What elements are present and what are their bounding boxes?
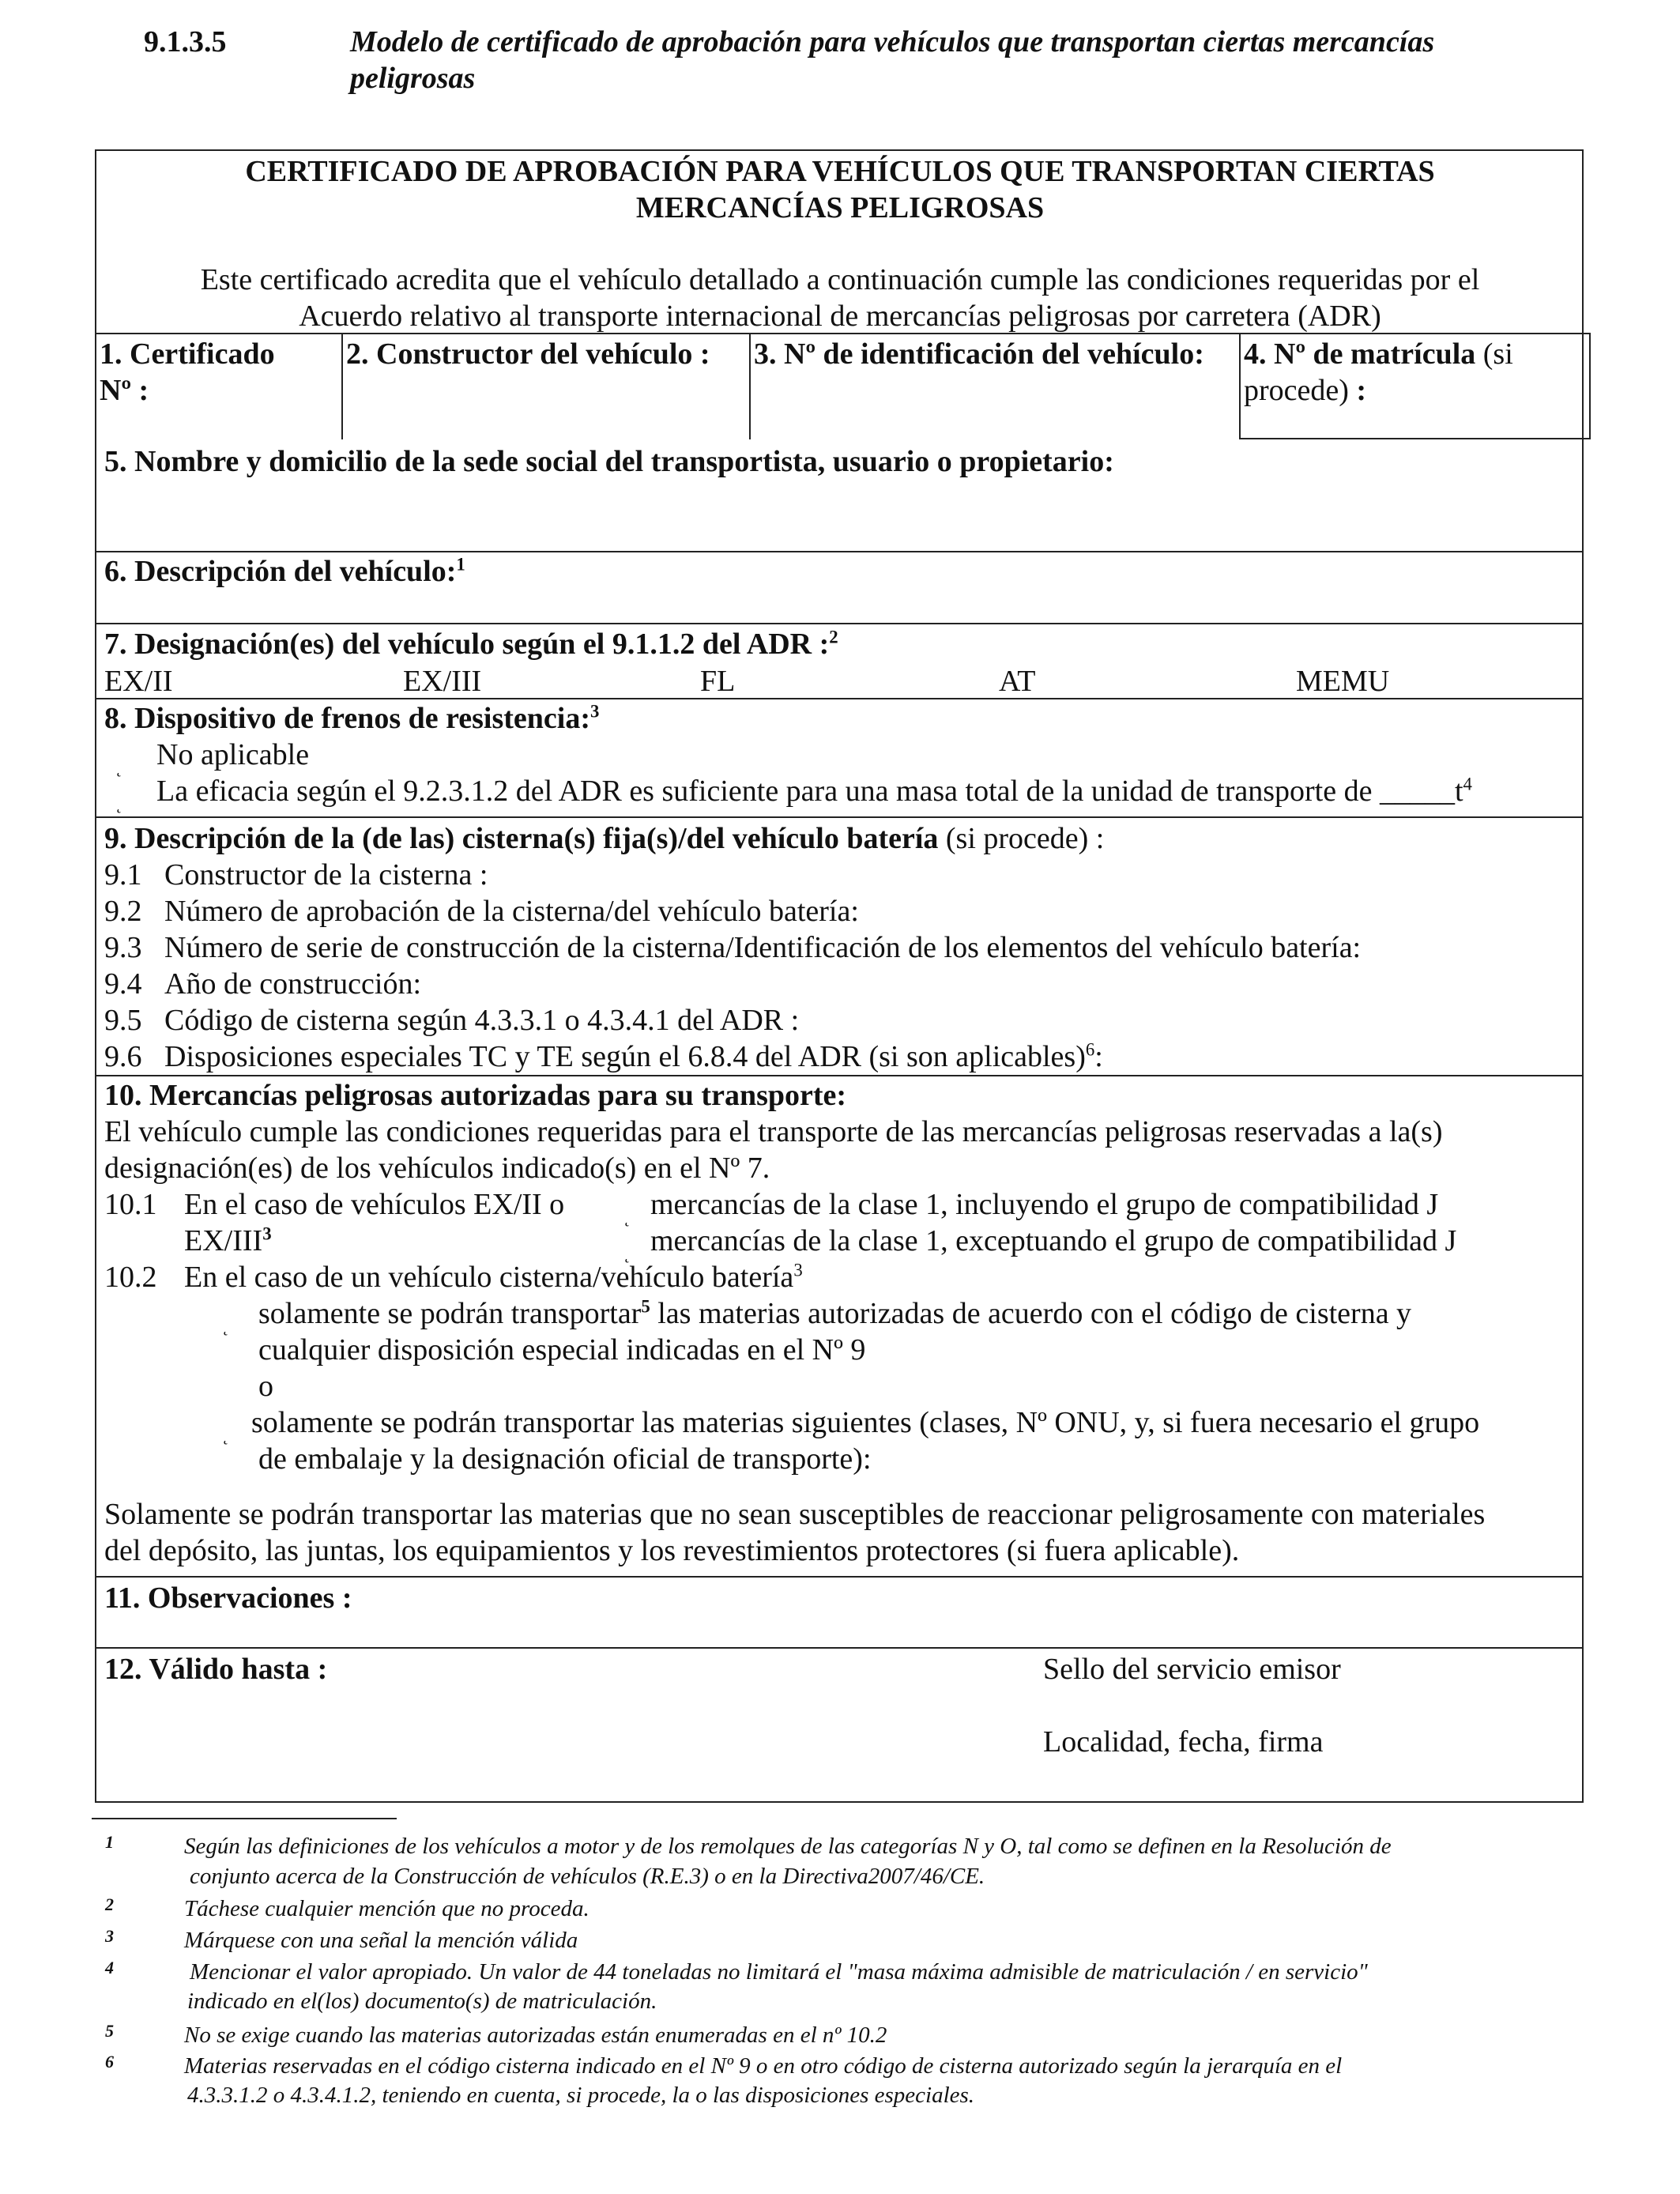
field-9-6-text: Disposiciones especiales TC y TE según el 6.8.4 del ADR (si son aplicables)$^6$: <box>164 1039 1103 1073</box>
designation-ex-ii: EX/II <box>104 665 173 698</box>
footnote-6-line2: 4.3.3.1.2 o 4.3.4.1.2, teniendo en cuenta, si procede, la o las disposiciones especiales. <box>187 2083 975 2108</box>
footnote-5-line1: No se exige cuando las materias autorizadas están enumeradas en el nº 10.2 <box>184 2022 887 2048</box>
field-11-label: 11. Observaciones : <box>104 1581 352 1615</box>
field-10-1-number: 10.1 <box>104 1188 157 1221</box>
field-8-label: 8. Dispositivo de frenos de resistencia:$^3$ <box>104 701 600 735</box>
field-10-2-text: En el caso de un vehículo cisterna/vehículo batería$^3$ <box>184 1260 803 1294</box>
tank-option-2-line1: solamente se podrán transportar las materias siguientes (clases, Nº ONU, y, si fuera necesario el grupo <box>251 1406 1480 1439</box>
field-4-label-line2: procede) : <box>1244 374 1367 407</box>
field-7-label: 7. Designación(es) del vehículo según el 9.1.1.2 del ADR :$^2$ <box>104 627 838 661</box>
stamp-label: Sello del servicio emisor <box>1043 1653 1341 1686</box>
certificate-intro-line1: Este certificado acredita que el vehículo detallado a continuación cumple las condiciones requeridas por el <box>200 263 1480 296</box>
section-title-line2: peligrosas <box>350 62 476 95</box>
checkbox-group-j-included[interactable]: ˛ <box>624 1207 631 1227</box>
designation-memu: MEMU <box>1296 665 1390 698</box>
field-10-text-line2: designación(es) de los vehículos indicado(s) en el Nº 7. <box>104 1152 770 1185</box>
designation-at: AT <box>999 665 1036 698</box>
field-6-label: 6. Descripción del vehículo:$^1$ <box>104 554 465 588</box>
footnote-2-number: 2 <box>105 1894 114 1914</box>
footnote-1-number: 1 <box>105 1832 114 1852</box>
field-9-6-number: 9.6 <box>104 1040 142 1073</box>
field-9-5-text: Código de cisterna según 4.3.3.1 o 4.3.4.1 del ADR : <box>164 1004 800 1037</box>
section-title-line1: Modelo de certificado de aprobación para vehículos que transportan ciertas mercancías <box>350 25 1435 58</box>
field-9-4-text: Año de construcción: <box>164 967 422 1001</box>
certificate-intro-line2: Acuerdo relativo al transporte internacional de mercancías peligrosas por carretera (ADR) <box>299 300 1381 333</box>
checkbox-tank-code[interactable]: ˛ <box>223 1316 229 1336</box>
field-10-label: 10. Mercancías peligrosas autorizadas para su transporte: <box>104 1079 847 1112</box>
footnote-4-line2: indicado en el(los) documento(s) de matriculación. <box>187 1989 657 2014</box>
field-4-label: 4. Nº de matrícula (si <box>1244 337 1513 371</box>
footnote-4-line1: Mencionar el valor apropiado. Un valor de 44 toneladas no limitará el "masa máxima admisible de matriculación / en servicio" <box>190 1959 1368 1985</box>
field-9-1-number: 9.1 <box>104 858 142 892</box>
field-3-label: 3. Nº de identificación del vehículo: <box>754 337 1204 371</box>
footnote-6-number: 6 <box>105 2052 114 2071</box>
footnote-1-line1: Según las definiciones de los vehículos a motor y de los remolques de las categorías N y O, tal como se definen en la Resolución de <box>184 1834 1392 1859</box>
field-10-final-line1: Solamente se podrán transportar las materias que no sean susceptibles de reaccionar peligrosamente con materiales <box>104 1498 1486 1531</box>
field-5-label: 5. Nombre y domicilio de la sede social del transportista, usuario o propietario: <box>104 445 1114 478</box>
footnote-4-number: 4 <box>105 1958 114 1977</box>
tank-option-1-line2: cualquier disposición especial indicadas en el Nº 9 <box>258 1333 866 1367</box>
field-2-label: 2. Constructor del vehículo : <box>346 337 710 371</box>
field-9-2-text: Número de aprobación de la cisterna/del vehículo batería: <box>164 895 859 928</box>
class1-option-excluded: mercancías de la clase 1, exceptuando el grupo de compatibilidad J <box>650 1224 1457 1257</box>
field-10-1-text-line2: EX/III$^3$ <box>184 1223 272 1257</box>
field-9-3-number: 9.3 <box>104 931 142 964</box>
footnote-2-line1: Táchese cualquier mención que no proceda. <box>184 1896 590 1921</box>
brake-option-eficacia: La eficacia según el 9.2.3.1.2 del ADR es suficiente para una masa total de la unidad de transporte de $\_\_\_\_\_t^4$ <box>156 774 1472 808</box>
checkbox-group-j-excluded[interactable]: ˛ <box>624 1243 631 1263</box>
footnote-3-number: 3 <box>105 1926 114 1946</box>
field-9-4-number: 9.4 <box>104 967 142 1001</box>
checkbox-listed-substances[interactable]: ˛ <box>223 1425 229 1445</box>
footnote-5-number: 5 <box>105 2021 114 2041</box>
tank-option-or: o <box>258 1370 273 1403</box>
field-1-label: 1. Certificado <box>100 337 275 371</box>
field-9-5-number: 9.5 <box>104 1004 142 1037</box>
class1-option-included: mercancías de la clase 1, incluyendo el grupo de compatibilidad J <box>650 1188 1439 1221</box>
footnote-6-line1: Materias reservadas en el código cisterna indicado en el Nº 9 o en otro código de cisterna autorizado según la jerarquía en el <box>184 2053 1343 2079</box>
certificate-title-line1: CERTIFICADO DE APROBACIÓN PARA VEHÍCULOS QUE TRANSPORTAN CIERTAS <box>245 155 1435 188</box>
field-10-1-text: En el caso de vehículos EX/II o <box>184 1188 565 1221</box>
field-9-1-text: Constructor de la cisterna : <box>164 858 488 892</box>
footnote-1-line2: conjunto acerca de la Construcción de vehículos (R.E.3) o en la Directiva2007/46/CE. <box>190 1864 985 1889</box>
field-9-label: 9. Descripción de la (de las) cisterna(s) fija(s)/del vehículo batería (si procede) : <box>104 822 1105 855</box>
field-9-3-text: Número de serie de construcción de la cisterna/Identificación de los elementos del vehículo batería: <box>164 931 1362 964</box>
field-9-2-number: 9.2 <box>104 895 142 928</box>
field-10-final-line2: del depósito, las juntas, los equipamientos y los revestimientos protectores (si fuera aplicable). <box>104 1534 1240 1567</box>
field-1-label-line2: Nº : <box>100 374 149 407</box>
field-10-2-number: 10.2 <box>104 1261 157 1294</box>
checkbox-eficacia[interactable]: ˛ <box>116 794 122 813</box>
certificate-title-line2: MERCANCÍAS PELIGROSAS <box>635 191 1045 224</box>
field-12-label: 12. Válido hasta : <box>104 1653 328 1686</box>
section-number: 9.1.3.5 <box>144 25 227 58</box>
designation-ex-iii: EX/III <box>403 665 482 698</box>
designation-fl: FL <box>700 665 736 698</box>
tank-option-2-line2: de embalaje y la designación oficial de transporte): <box>258 1442 872 1476</box>
place-date-signature-label: Localidad, fecha, firma <box>1043 1725 1324 1759</box>
brake-option-no-aplicable: No aplicable <box>156 738 310 771</box>
field-10-text-line1: El vehículo cumple las condiciones requeridas para el transporte de las mercancías peligrosas reservadas a la(s) <box>104 1115 1443 1148</box>
checkbox-no-aplicable[interactable]: ˛ <box>116 757 122 777</box>
tank-option-1-line1: solamente se podrán transportar$^5$ las materias autorizadas de acuerdo con el código de cisterna y <box>258 1296 1412 1330</box>
footnote-3-line1: Márquese con una señal la mención válida <box>184 1928 578 1953</box>
